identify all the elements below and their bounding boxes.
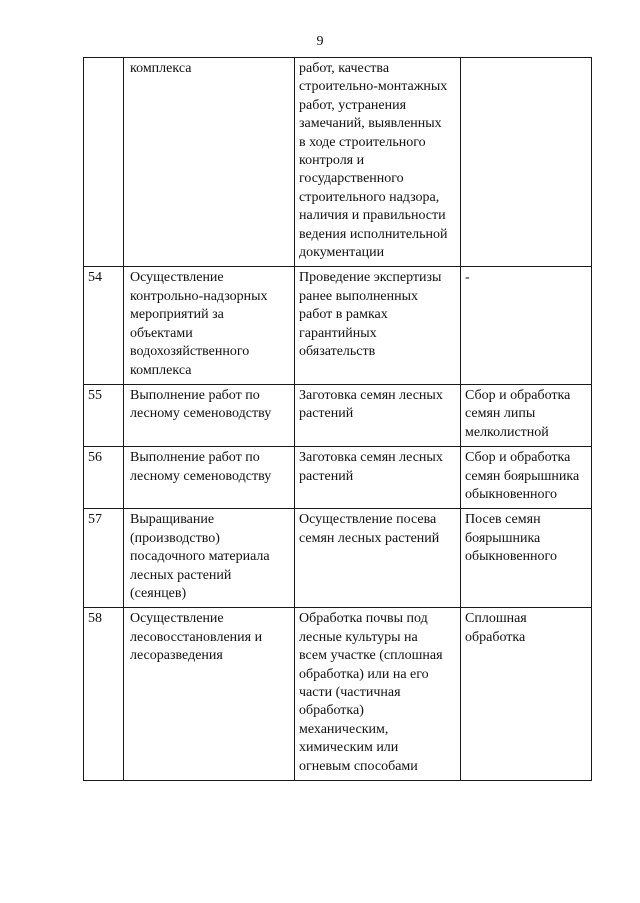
- cell-text-line: работ в рамках: [299, 307, 388, 323]
- cell-text-line: работ, устранения: [299, 97, 407, 113]
- row-number-cell: 55: [84, 384, 124, 446]
- work-detail-cell: [461, 384, 592, 446]
- cell-text-line: строительно-монтажных: [299, 79, 448, 95]
- cell-text-line: семян лесных растений: [299, 530, 440, 546]
- table-row: [84, 58, 592, 267]
- cell-text-line: Заготовка семян лесных: [299, 450, 443, 466]
- cell-text-line: обработка): [299, 703, 364, 719]
- cell-text-line: растений: [299, 468, 354, 484]
- cell-text-line: посадочного материала: [130, 549, 270, 565]
- cell-text-line: механическим,: [299, 721, 389, 737]
- work-type-cell: [295, 58, 461, 267]
- work-detail-cell: [461, 267, 592, 384]
- activity-name-cell: [124, 608, 295, 781]
- cell-text-line: обыкновенного: [465, 486, 557, 502]
- cell-text-line: комплекса: [130, 61, 192, 76]
- cell-text-line: объектами: [130, 325, 193, 341]
- cell-text-line: Обработка почвы под: [299, 611, 428, 627]
- activity-name-cell: [124, 447, 295, 509]
- cell-text-line: лесных растений: [130, 567, 232, 583]
- cell-text-line: (сеянцев): [130, 585, 187, 601]
- cell-text-line: боярышника: [465, 530, 541, 546]
- cell-text-line: части (частичная: [299, 685, 401, 700]
- work-type-cell: [295, 384, 461, 446]
- cell-text-line: обыкновенного: [465, 549, 557, 565]
- cell-text-line: Осуществление посева: [299, 512, 437, 528]
- cell-text-line: Посев семян: [465, 512, 541, 528]
- cell-text-line: Заготовка семян лесных: [299, 387, 443, 403]
- activity-name-cell: [124, 267, 295, 384]
- cell-text-line: Сбор и обработка: [465, 387, 571, 403]
- cell-text-line: работ, качества: [299, 61, 390, 76]
- cell-text-line: лесные культуры на: [299, 629, 418, 645]
- cell-text-line: Выполнение работ по: [130, 387, 260, 403]
- row-number-cell: 58: [84, 608, 124, 781]
- cell-text-line: документации: [299, 245, 385, 261]
- cell-text-line: мероприятий за: [130, 307, 224, 323]
- cell-text-line: Проведение экспертизы: [299, 270, 442, 286]
- cell-text-line: обязательств: [299, 344, 376, 360]
- work-type-cell: [295, 608, 461, 781]
- cell-text-line: водохозяйственного: [130, 344, 250, 360]
- work-detail-cell: [461, 608, 592, 781]
- cell-text-line: гарантийных: [299, 325, 377, 341]
- cell-text-line: замечаний, выявленных: [299, 116, 442, 132]
- cell-text-line: ведения исполнительной: [299, 226, 448, 242]
- cell-text-line: Осуществление: [130, 611, 224, 627]
- cell-text-line: ранее выполненных: [299, 288, 419, 304]
- table-row: [84, 384, 592, 446]
- cell-text-line: в ходе строительного: [299, 134, 426, 150]
- activity-name-cell: [124, 509, 295, 608]
- cell-text-line: (производство): [130, 530, 220, 546]
- activity-name-cell: [124, 58, 295, 267]
- row-number-cell: 57: [84, 509, 124, 608]
- cell-text-line: лесному семеноводству: [130, 406, 272, 422]
- cell-text-line: Выращивание: [130, 512, 215, 528]
- cell-text-line: обработка) или на его: [299, 666, 429, 682]
- work-type-cell: [295, 447, 461, 509]
- cell-text-line: растений: [299, 406, 354, 422]
- cell-text-line: лесовосстановления и: [130, 629, 263, 645]
- work-detail-cell: [461, 58, 592, 267]
- cell-text-line: Сплошная: [465, 611, 527, 627]
- cell-text-line: -: [465, 270, 470, 286]
- cell-text-line: наличия и правильности: [299, 208, 446, 224]
- cell-text-line: строительного надзора,: [299, 189, 440, 205]
- cell-text-line: огневым способами: [299, 758, 418, 774]
- cell-text-line: всем участке (сплошная: [299, 648, 443, 664]
- row-number-cell: [84, 58, 124, 267]
- cell-text-line: лесоразведения: [130, 648, 223, 664]
- work-type-cell: [295, 267, 461, 384]
- work-detail-cell: [461, 447, 592, 509]
- cell-text-line: семян липы: [465, 406, 536, 422]
- cell-text-line: мелколистной: [465, 424, 549, 440]
- table-row: [84, 447, 592, 509]
- table-row: [84, 267, 592, 384]
- works-table-body: [84, 58, 592, 781]
- page-number: 9: [316, 34, 324, 49]
- work-detail-cell: [461, 509, 592, 608]
- activity-name-cell: [124, 384, 295, 446]
- work-type-cell: [295, 509, 461, 608]
- cell-text-line: обработка: [465, 629, 526, 645]
- row-number-cell: 54: [84, 267, 124, 384]
- works-table: [83, 57, 592, 781]
- cell-text-line: государственного: [299, 171, 404, 187]
- cell-text-line: семян боярышника: [465, 468, 580, 484]
- cell-text-line: контроля и: [299, 153, 365, 169]
- cell-text-line: Осуществление: [130, 270, 224, 286]
- cell-text-line: лесному семеноводству: [130, 468, 272, 484]
- cell-text-line: контрольно-надзорных: [130, 288, 268, 304]
- cell-text-line: Выполнение работ по: [130, 450, 260, 466]
- table-row: [84, 608, 592, 781]
- cell-text-line: Сбор и обработка: [465, 450, 571, 466]
- cell-text-line: комплекса: [130, 362, 192, 378]
- cell-text-line: химическим или: [299, 740, 399, 756]
- row-number-cell: 56: [84, 447, 124, 509]
- table-row: [84, 509, 592, 608]
